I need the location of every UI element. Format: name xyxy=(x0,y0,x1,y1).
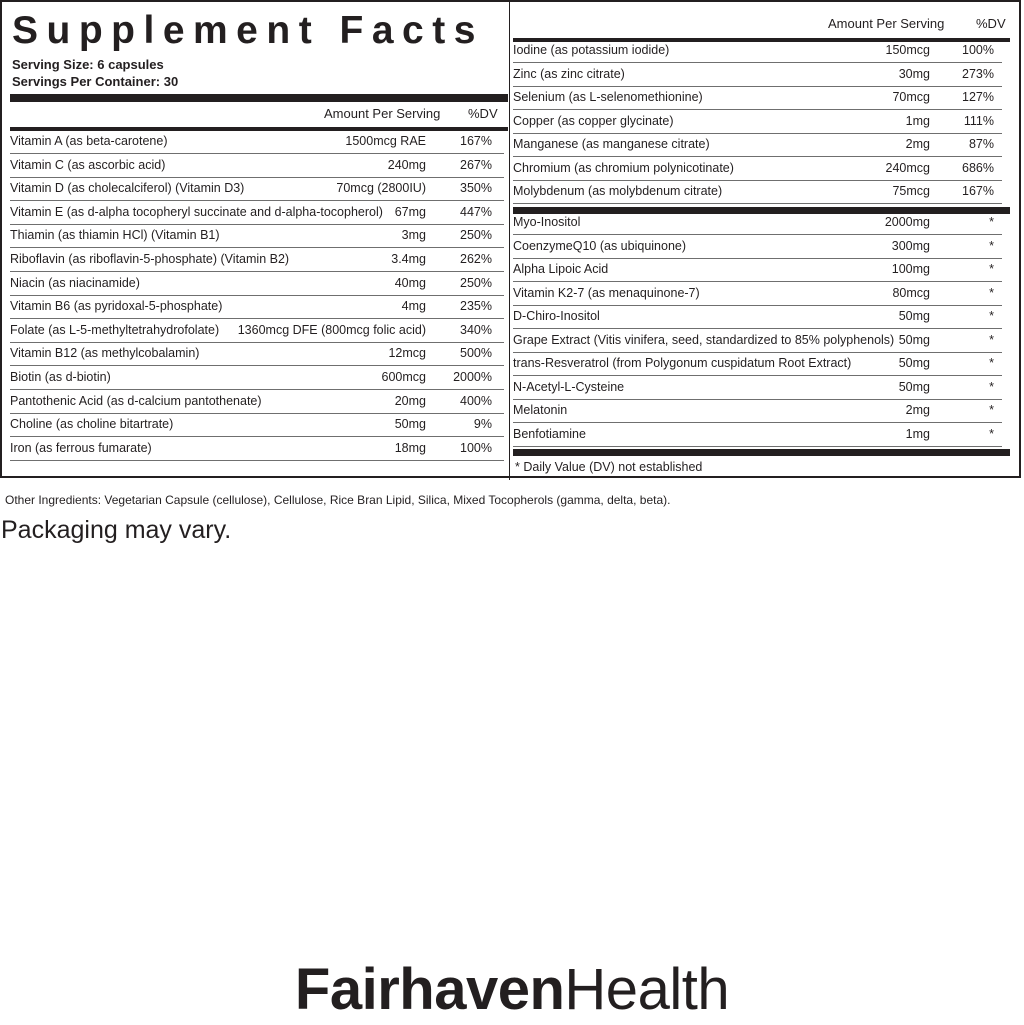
nutrient-row xyxy=(513,235,1002,259)
nutrient-amount: 30mg xyxy=(898,66,930,81)
nutrient-dv: * xyxy=(989,215,994,229)
nutrient-row xyxy=(513,63,1002,87)
nutrient-name: CoenzymeQ10 (as ubiquinone) xyxy=(513,238,687,253)
nutrient-row xyxy=(10,342,504,366)
nutrient-name: Vitamin B12 (as methylcobalamin) xyxy=(10,346,200,361)
left-amount-header: Amount Per Serving xyxy=(324,106,441,121)
nutrient-dv: 100% xyxy=(460,440,492,455)
nutrient-name: Niacin (as niacinamide) xyxy=(10,275,140,290)
nutrient-row xyxy=(513,110,1002,134)
nutrient-dv: * xyxy=(989,262,994,276)
nutrient-name: trans-Resveratrol (from Polygonum cuspidatum Root Extract) xyxy=(513,356,852,370)
nutrient-amount: 67mg xyxy=(394,204,426,219)
nutrient-dv: * xyxy=(989,285,994,300)
nutrient-amount: 40mg xyxy=(394,275,426,290)
nutrient-row xyxy=(10,437,504,461)
nutrient-dv: 267% xyxy=(460,157,492,172)
nutrient-row xyxy=(10,295,504,319)
nutrient-name: Vitamin A (as beta-carotene) xyxy=(10,134,168,148)
nutrient-row xyxy=(10,413,504,437)
nutrient-dv: 686% xyxy=(962,160,994,175)
nutrient-name: Vitamin B6 (as pyridoxal-5-phosphate) xyxy=(10,299,223,314)
packaging-note: Packaging may vary. xyxy=(1,516,232,544)
nutrient-dv: 350% xyxy=(460,181,492,196)
dv-footnote: * Daily Value (DV) not established xyxy=(515,460,703,474)
nutrient-row xyxy=(10,272,504,296)
nutrient-name: Choline (as choline bitartrate) xyxy=(10,417,174,432)
nutrient-amount: 2000mg xyxy=(884,215,930,229)
nutrient-amount: 3.4mg xyxy=(391,252,426,266)
nutrient-amount: 70mcg (2800IU) xyxy=(336,181,426,196)
column-divider xyxy=(509,2,510,480)
nutrient-dv: 127% xyxy=(962,90,994,104)
nutrient-name: N-Acetyl-L-Cysteine xyxy=(513,379,625,394)
nutrient-dv: 9% xyxy=(473,417,492,432)
nutrient-amount: 1mg xyxy=(905,426,930,441)
nutrient-dv: 400% xyxy=(460,393,492,408)
nutrient-name: Zinc (as zinc citrate) xyxy=(513,66,625,81)
nutrient-amount: 50mg xyxy=(898,309,930,323)
nutrient-name: Molybdenum (as molybdenum citrate) xyxy=(513,184,723,198)
brand-logo xyxy=(0,957,1024,1023)
nutrient-amount: 75mcg xyxy=(892,184,930,198)
nutrient-amount: 80mcg xyxy=(892,285,930,300)
nutrient-amount: 50mg xyxy=(394,417,426,432)
nutrient-dv: 167% xyxy=(962,184,994,198)
nutrient-row xyxy=(513,86,1002,110)
nutrient-name: Vitamin K2-7 (as menaquinone-7) xyxy=(513,285,700,300)
nutrient-row xyxy=(513,133,1002,157)
nutrient-amount: 50mg xyxy=(898,356,930,370)
nutrient-row xyxy=(10,177,504,201)
nutrient-name: Copper (as copper glycinate) xyxy=(513,113,674,128)
nutrient-amount: 600mcg xyxy=(381,370,426,384)
nutrient-dv: * xyxy=(989,403,994,417)
nutrient-row xyxy=(10,201,504,225)
nutrient-dv: * xyxy=(989,309,994,323)
nutrient-amount: 240mcg xyxy=(885,160,930,175)
nutrient-name: Vitamin D (as cholecalciferol) (Vitamin D3) xyxy=(10,181,245,196)
nutrient-dv: 100% xyxy=(962,43,994,57)
nutrient-name: Benfotiamine xyxy=(513,426,586,441)
nutrient-row xyxy=(513,305,1002,329)
nutrient-dv: 167% xyxy=(460,134,492,148)
nutrient-row xyxy=(10,390,504,414)
nutrient-name: Myo-Inositol xyxy=(513,215,581,229)
nutrient-row xyxy=(513,157,1002,181)
nutrient-amount: 12mcg xyxy=(388,346,426,361)
nutrient-row xyxy=(513,376,1002,400)
nutrient-row xyxy=(10,319,504,343)
right-amount-header: Amount Per Serving xyxy=(828,16,945,31)
nutrient-amount: 50mg xyxy=(898,332,930,347)
nutrient-row xyxy=(513,423,1002,447)
nutrient-dv: * xyxy=(989,379,994,394)
nutrient-row xyxy=(513,211,1002,235)
nutrient-dv: 262% xyxy=(460,252,492,266)
thick-rule-top-left xyxy=(10,94,508,102)
nutrient-amount: 150mcg xyxy=(885,43,930,57)
panel-title: Supplement Facts xyxy=(12,9,484,52)
nutrient-name: Iron (as ferrous fumarate) xyxy=(10,440,152,455)
nutrient-dv: * xyxy=(989,238,994,253)
nutrient-name: Pantothenic Acid (as d-calcium pantothenate) xyxy=(10,393,262,408)
nutrient-amount: 100mg xyxy=(891,262,930,276)
nutrient-row xyxy=(10,130,504,154)
nutrient-dv: 340% xyxy=(460,322,492,337)
nutrient-dv: 111% xyxy=(963,113,994,128)
nutrient-amount: 1360mcg DFE (800mcg folic acid) xyxy=(237,322,426,337)
nutrient-row xyxy=(513,282,1002,306)
nutrient-name: Manganese (as manganese citrate) xyxy=(513,137,710,151)
nutrient-dv: 500% xyxy=(460,346,492,361)
nutrient-dv: 235% xyxy=(460,299,492,314)
brand-name-bold: Fairhaven xyxy=(294,957,565,1022)
nutrient-name: Melatonin xyxy=(513,403,568,417)
nutrient-amount: 4mg xyxy=(401,299,426,314)
nutrient-name: Selenium (as L-selenomethionine) xyxy=(513,90,703,104)
thick-rule-right-bottom xyxy=(513,449,1010,456)
nutrient-row xyxy=(513,399,1002,423)
brand-name-regular: Health xyxy=(564,957,730,1022)
nutrient-amount: 18mg xyxy=(394,440,426,455)
nutrient-name: Alpha Lipoic Acid xyxy=(513,262,609,276)
left-dv-header: %DV xyxy=(468,106,498,121)
nutrient-dv: 447% xyxy=(460,204,492,219)
servings-per-container: Servings Per Container: 30 xyxy=(12,74,179,89)
nutrient-row xyxy=(10,224,504,248)
nutrient-dv: 273% xyxy=(962,66,994,81)
serving-size: Serving Size: 6 capsules xyxy=(12,57,164,72)
nutrient-row xyxy=(10,248,504,272)
nutrient-name: Biotin (as d-biotin) xyxy=(10,370,111,384)
nutrient-amount: 20mg xyxy=(394,393,426,408)
nutrient-dv: 87% xyxy=(968,137,994,151)
nutrient-row xyxy=(10,366,504,390)
nutrient-dv: * xyxy=(989,356,994,370)
nutrient-amount: 300mg xyxy=(891,238,930,253)
nutrient-amount: 1mg xyxy=(905,113,930,128)
nutrient-row xyxy=(10,154,504,178)
nutrient-dv: 2000% xyxy=(453,370,492,384)
nutrient-name: Grape Extract (Vitis vinifera, seed, standardized to 85% polyphenols) xyxy=(513,332,895,347)
right-dv-header: %DV xyxy=(976,16,1006,31)
nutrient-row xyxy=(513,352,1002,376)
nutrient-dv: * xyxy=(989,426,994,441)
nutrient-amount: 70mcg xyxy=(892,90,930,104)
nutrient-amount: 50mg xyxy=(898,379,930,394)
nutrient-name: Chromium (as chromium polynicotinate) xyxy=(513,160,734,175)
nutrient-row xyxy=(513,180,1002,204)
nutrient-name: Thiamin (as thiamin HCl) (Vitamin B1) xyxy=(10,228,220,243)
nutrient-name: Folate (as L-5-methyltetrahydrofolate) xyxy=(10,322,220,337)
other-ingredients: Other Ingredients: Vegetarian Capsule (cellulose), Cellulose, Rice Bran Lipid, Silica, Mixed Tocopherols (gamma, delta, beta). xyxy=(5,493,671,507)
nutrient-amount: 240mg xyxy=(387,157,426,172)
nutrient-name: Iodine (as potassium iodide) xyxy=(513,43,670,57)
nutrient-row xyxy=(513,258,1002,282)
nutrient-row xyxy=(513,329,1002,353)
nutrient-amount: 2mg xyxy=(905,137,930,151)
nutrient-amount: 3mg xyxy=(401,228,426,243)
nutrient-name: D-Chiro-Inositol xyxy=(513,309,600,323)
nutrient-name: Vitamin E (as d-alpha tocopheryl succinate and d-alpha-tocopherol) xyxy=(10,204,383,219)
nutrient-dv: * xyxy=(989,332,994,347)
nutrient-amount: 1500mcg RAE xyxy=(345,134,426,148)
nutrient-dv: 250% xyxy=(460,275,492,290)
nutrient-dv: 250% xyxy=(460,228,492,243)
nutrient-amount: 2mg xyxy=(905,403,930,417)
nutrient-name: Riboflavin (as riboflavin-5-phosphate) (Vitamin B2) xyxy=(10,252,290,266)
nutrient-name: Vitamin C (as ascorbic acid) xyxy=(10,157,166,172)
nutrient-row xyxy=(513,39,1002,63)
